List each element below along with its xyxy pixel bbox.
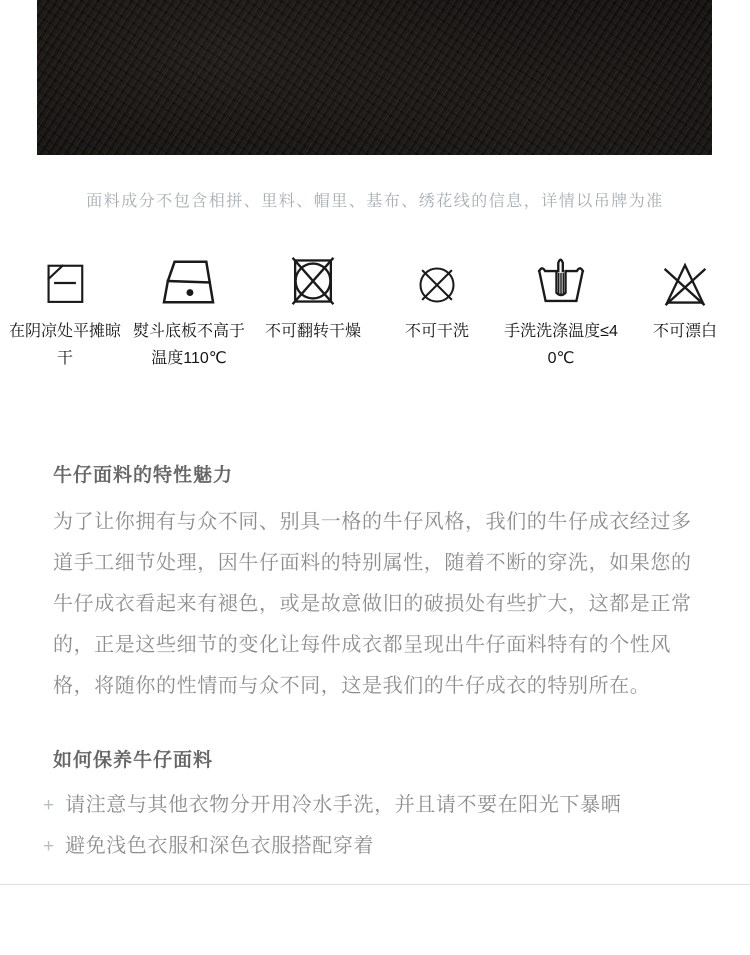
care-label: 不可翻转干燥	[264, 323, 361, 340]
care-guide-list	[43, 785, 701, 867]
care-item-iron-max-110c	[127, 253, 251, 372]
feature-section-heading: 牛仔面料的特性魅力	[53, 465, 234, 486]
care-label: 在阴凉处平摊晾干	[8, 323, 121, 367]
section-divider	[0, 884, 750, 885]
do-not-dry-clean-icon	[415, 253, 459, 307]
feature-section-body: 为了让你拥有与众不同、别具一格的牛仔风格，我们的牛仔成衣经过多道手工细节处理，因牛仔面料的特别属性，随着不断的穿洗，如果您的牛仔成衣看起来有褪色，或是故意做旧的破损处有些扩大，这都是正常的，正是这些细节的变化让每件成衣都呈现出牛仔面料特有的个性风格，将随你的性情而与众不同，这是我们的牛仔成衣的特别所在。	[53, 511, 692, 697]
plus-bullet-icon: +	[43, 836, 55, 857]
care-item-dry-flat-in-shade	[3, 253, 127, 372]
do-not-bleach-icon	[660, 253, 710, 307]
care-tip-text: 请注意与其他衣物分开用冷水手洗，并且请不要在阳光下暴晒	[65, 794, 622, 816]
iron-max-110c-icon	[156, 253, 222, 307]
care-item-hand-wash-max-40c	[499, 253, 623, 372]
care-tip-item	[43, 826, 701, 867]
care-item-do-not-dry-clean	[375, 253, 499, 345]
hand-wash-max-40c-icon	[532, 253, 590, 307]
care-tip-item	[43, 785, 701, 826]
care-symbols-row	[3, 253, 747, 372]
description-content	[43, 460, 701, 867]
care-label: 不可干洗	[404, 323, 469, 340]
dry-flat-in-shade-icon	[42, 253, 88, 307]
do-not-tumble-dry-icon	[288, 253, 338, 307]
care-label: 不可漂白	[652, 323, 717, 340]
care-item-do-not-tumble-dry	[251, 253, 375, 345]
plus-bullet-icon: +	[43, 795, 55, 816]
care-label: 熨斗底板不高于温度110℃	[132, 323, 245, 367]
fabric-composition-note: 面料成分不包含相拼、里料、帽里、基布、绣花线的信息，详情以吊牌为准	[86, 193, 664, 210]
care-tip-text: 避免浅色衣服和深色衣服搭配穿着	[65, 835, 375, 857]
care-item-do-not-bleach	[623, 253, 747, 345]
denim-fabric-photo	[37, 0, 712, 155]
care-label: 手洗洗涤温度≤40℃	[504, 323, 618, 367]
care-guide-heading: 如何保养牛仔面料	[53, 750, 214, 771]
